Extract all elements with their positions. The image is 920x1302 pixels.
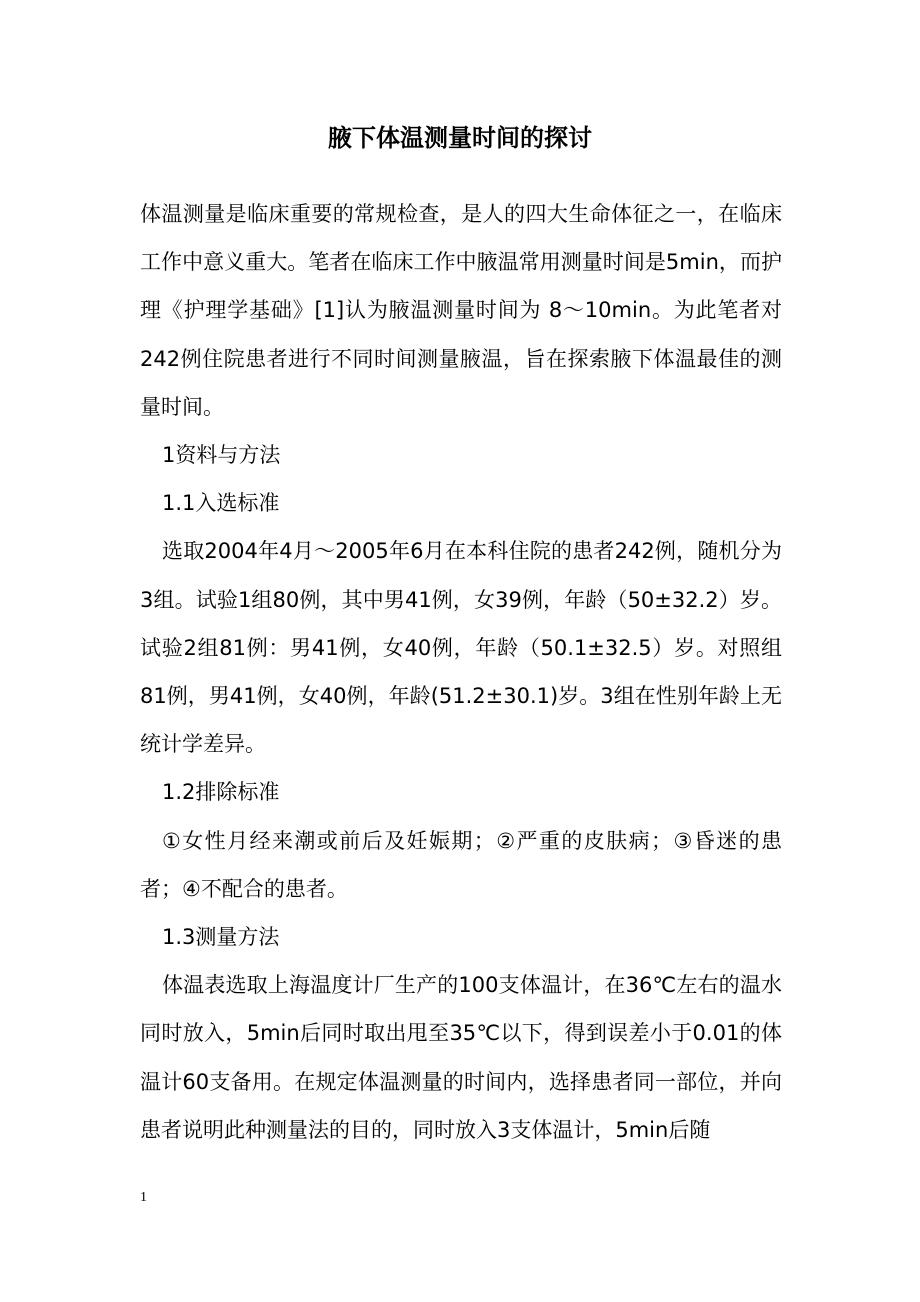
section-heading-materials-methods: 1资料与方法 bbox=[162, 443, 281, 468]
subsection-heading-inclusion: 1.1入选标准 bbox=[162, 491, 280, 516]
subsection-heading-method: 1.3测量方法 bbox=[162, 925, 280, 950]
method-paragraph: 体温表选取上海温度计厂生产的100支体温计，在36℃左右的温水同时放入，5min后同时取出甩至35℃以下，得到误差小于0.01的体温计60支备用。在规定体温测量的时间内，选择患者同一部位，并向患者说明此种测量法的目的，同时放入3支体温计，5min后随 bbox=[140, 973, 782, 1142]
inclusion-paragraph: 选取2004年4月～2005年6月在本科住院的患者242例，随机分为3组。试验1组80例，其中男41例，女39例，年龄（50±32.2）岁。试验2组81例：男41例，女40例，年龄（50.1±32.5）岁。对照组81例，男41例，女40例，年龄(51.2±30.1)岁。3组在性别年龄上无统计学差异。 bbox=[140, 539, 782, 757]
intro-paragraph: 体温测量是临床重要的常规检查，是人的四大生命体征之一，在临床工作中意义重大。笔者在临床工作中腋温常用测量时间是5min，而护理《护理学基础》[1]认为腋温测量时间为 8～10min。为此笔者对242例住院患者进行不同时间测量腋温，旨在探索腋下体温最佳的测量时间。 bbox=[140, 202, 782, 419]
document-body bbox=[140, 190, 782, 1154]
page-number: 1 bbox=[140, 1190, 147, 1205]
document-title: 腋下体温测量时间的探讨 bbox=[328, 124, 592, 152]
exclusion-paragraph: ①女性月经来潮或前后及妊娠期；②严重的皮肤病；③昏迷的患者；④不配合的患者。 bbox=[140, 828, 782, 901]
subsection-heading-exclusion: 1.2排除标准 bbox=[162, 780, 280, 805]
